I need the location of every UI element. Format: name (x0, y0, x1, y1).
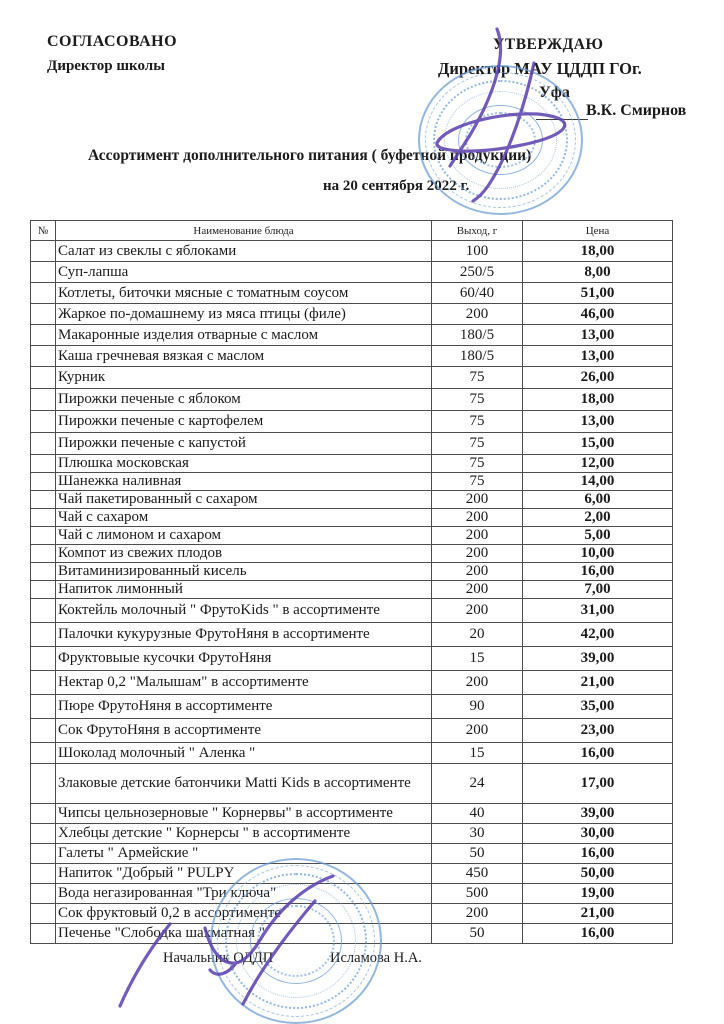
approved-organization: Директор МАУ ЦДДП ГОг. (438, 59, 642, 78)
document-date: на 20 сентября 2022 г. (323, 178, 470, 194)
table-row (31, 695, 673, 719)
cell-number (31, 346, 56, 367)
cell-number (31, 367, 56, 389)
cell-name: Шанежка наливная (56, 473, 432, 491)
cell-name: Печенье "Слободка шахматная " (56, 924, 432, 944)
footer-name: Исламова Н.А. (330, 950, 422, 966)
cell-name: Пирожки печеные с капустой (56, 433, 432, 455)
cell-output: 75 (432, 367, 523, 389)
cell-price: 10,00 (523, 545, 673, 563)
cell-name: Напиток лимонный (56, 581, 432, 599)
cell-number (31, 864, 56, 884)
cell-name: Вода негазированная "Три ключа" (56, 884, 432, 904)
cell-number (31, 545, 56, 563)
table-row (31, 433, 673, 455)
cell-output: 90 (432, 695, 523, 719)
cell-number (31, 743, 56, 764)
cell-price: 16,00 (523, 743, 673, 764)
table-row (31, 346, 673, 367)
table-row (31, 581, 673, 599)
table-row (31, 844, 673, 864)
cell-price: 13,00 (523, 325, 673, 346)
cell-price: 39,00 (523, 647, 673, 671)
cell-output: 100 (432, 241, 523, 262)
cell-number (31, 433, 56, 455)
cell-number (31, 844, 56, 864)
cell-price: 17,00 (523, 764, 673, 804)
cell-name: Нектар 0,2 "Малышам" в ассортименте (56, 671, 432, 695)
table-row (31, 764, 673, 804)
col-header-name: Наименование блюда (56, 221, 432, 241)
table-row (31, 563, 673, 581)
cell-price: 26,00 (523, 367, 673, 389)
cell-price: 5,00 (523, 527, 673, 545)
cell-number (31, 455, 56, 473)
table-row (31, 864, 673, 884)
cell-name: Фруктовыые кусочки ФрутоНяня (56, 647, 432, 671)
cell-output: 15 (432, 647, 523, 671)
table-row (31, 904, 673, 924)
cell-output: 75 (432, 455, 523, 473)
table-row (31, 804, 673, 824)
cell-number (31, 527, 56, 545)
cell-price: 31,00 (523, 599, 673, 623)
cell-price: 16,00 (523, 924, 673, 944)
cell-number (31, 695, 56, 719)
cell-number (31, 599, 56, 623)
table-row (31, 367, 673, 389)
cell-output: 200 (432, 304, 523, 325)
cell-name: Макаронные изделия отварные с маслом (56, 325, 432, 346)
col-header-number: № (31, 221, 56, 241)
table-row (31, 262, 673, 283)
cell-price: 13,00 (523, 411, 673, 433)
cell-number (31, 623, 56, 647)
cell-output: 75 (432, 389, 523, 411)
agreed-heading: СОГЛАСОВАНО (47, 33, 178, 50)
cell-price: 14,00 (523, 473, 673, 491)
table-row (31, 623, 673, 647)
cell-price: 6,00 (523, 491, 673, 509)
cell-name: Суп-лапша (56, 262, 432, 283)
cell-number (31, 924, 56, 944)
cell-output: 20 (432, 623, 523, 647)
cell-number (31, 804, 56, 824)
cell-name: Чай с лимоном и сахаром (56, 527, 432, 545)
cell-output: 50 (432, 844, 523, 864)
cell-price: 15,00 (523, 433, 673, 455)
cell-number (31, 764, 56, 804)
menu-table-header (31, 221, 673, 241)
cell-price: 46,00 (523, 304, 673, 325)
cell-price: 12,00 (523, 455, 673, 473)
cell-price: 39,00 (523, 804, 673, 824)
cell-price: 30,00 (523, 824, 673, 844)
col-header-price: Цена (523, 221, 673, 241)
cell-name: Пюре ФрутоНяня в ассортименте (56, 695, 432, 719)
cell-name: Пирожки печеные с яблоком (56, 389, 432, 411)
cell-name: Пирожки печеные с картофелем (56, 411, 432, 433)
cell-number (31, 491, 56, 509)
cell-name: Чипсы цельнозерновые " Корнервы" в ассортименте (56, 804, 432, 824)
cell-name: Галеты " Армейские " (56, 844, 432, 864)
agreed-role: Директор школы (47, 58, 165, 74)
cell-name: Палочки кукурузные ФрутоНяня в ассортименте (56, 623, 432, 647)
cell-output: 200 (432, 671, 523, 695)
cell-name: Чай с сахаром (56, 509, 432, 527)
cell-number (31, 473, 56, 491)
menu-table-body (31, 241, 673, 944)
cell-output: 200 (432, 904, 523, 924)
cell-number (31, 884, 56, 904)
cell-output: 200 (432, 545, 523, 563)
table-row (31, 743, 673, 764)
cell-name: Коктейль молочный " ФрутоKids " в ассортименте (56, 599, 432, 623)
cell-number (31, 325, 56, 346)
table-row (31, 283, 673, 304)
cell-output: 200 (432, 581, 523, 599)
cell-name: Напиток "Добрый " PULPY (56, 864, 432, 884)
table-row (31, 241, 673, 262)
table-row (31, 325, 673, 346)
approved-city: Уфа (539, 84, 570, 101)
cell-number (31, 671, 56, 695)
table-row (31, 509, 673, 527)
cell-name: Котлеты, биточки мясные с томатным соусом (56, 283, 432, 304)
cell-price: 50,00 (523, 864, 673, 884)
cell-output: 50 (432, 924, 523, 944)
cell-output: 75 (432, 411, 523, 433)
table-row (31, 824, 673, 844)
table-row (31, 671, 673, 695)
cell-price: 21,00 (523, 671, 673, 695)
table-row (31, 527, 673, 545)
cell-output: 250/5 (432, 262, 523, 283)
cell-name: Салат из свеклы с яблоками (56, 241, 432, 262)
approver-name: В.К. Смирнов (586, 102, 687, 119)
cell-output: 450 (432, 864, 523, 884)
cell-number (31, 581, 56, 599)
cell-price: 35,00 (523, 695, 673, 719)
cell-output: 500 (432, 884, 523, 904)
table-row (31, 599, 673, 623)
cell-number (31, 262, 56, 283)
cell-price: 18,00 (523, 389, 673, 411)
cell-price: 51,00 (523, 283, 673, 304)
cell-number (31, 509, 56, 527)
menu-table (30, 220, 673, 944)
cell-name: Жаркое по-домашнему из мяса птицы (филе) (56, 304, 432, 325)
cell-price: 13,00 (523, 346, 673, 367)
cell-name: Сок фруктовый 0,2 в ассортименте (56, 904, 432, 924)
cell-name: Курник (56, 367, 432, 389)
cell-output: 30 (432, 824, 523, 844)
cell-price: 42,00 (523, 623, 673, 647)
cell-name: Хлебцы детские " Корнерсы " в ассортименте (56, 824, 432, 844)
table-row (31, 455, 673, 473)
cell-output: 200 (432, 563, 523, 581)
cell-price: 23,00 (523, 719, 673, 743)
cell-name: Шоколад молочный " Аленка " (56, 743, 432, 764)
cell-number (31, 824, 56, 844)
cell-output: 24 (432, 764, 523, 804)
document-title: Ассортимент дополнительного питания ( буфетной продукции) (88, 147, 532, 164)
table-row (31, 491, 673, 509)
cell-name: Плюшка московская (56, 455, 432, 473)
cell-output: 200 (432, 527, 523, 545)
cell-output: 200 (432, 599, 523, 623)
cell-output: 200 (432, 509, 523, 527)
header-row (31, 221, 673, 241)
cell-name: Компот из свежих плодов (56, 545, 432, 563)
cell-number (31, 389, 56, 411)
cell-name: Чай пакетированный с сахаром (56, 491, 432, 509)
cell-number (31, 719, 56, 743)
cell-output: 75 (432, 473, 523, 491)
cell-price: 2,00 (523, 509, 673, 527)
footer-role: Начальник ОДДП (163, 950, 274, 966)
cell-price: 19,00 (523, 884, 673, 904)
cell-price: 8,00 (523, 262, 673, 283)
table-row (31, 304, 673, 325)
cell-number (31, 304, 56, 325)
cell-output: 60/40 (432, 283, 523, 304)
table-row (31, 924, 673, 944)
cell-output: 40 (432, 804, 523, 824)
table-row (31, 884, 673, 904)
cell-name: Сок ФрутоНяня в ассортименте (56, 719, 432, 743)
cell-output: 15 (432, 743, 523, 764)
table-row (31, 473, 673, 491)
cell-output: 180/5 (432, 325, 523, 346)
cell-output: 200 (432, 491, 523, 509)
cell-number (31, 647, 56, 671)
cell-name: Каша гречневая вязкая с маслом (56, 346, 432, 367)
table-row (31, 411, 673, 433)
cell-number (31, 283, 56, 304)
cell-number (31, 904, 56, 924)
cell-output: 180/5 (432, 346, 523, 367)
cell-number (31, 241, 56, 262)
cell-output: 75 (432, 433, 523, 455)
approved-heading: УТВЕРЖДАЮ (493, 36, 604, 53)
cell-price: 16,00 (523, 563, 673, 581)
col-header-output: Выход, г (432, 221, 523, 241)
cell-price: 7,00 (523, 581, 673, 599)
cell-number (31, 411, 56, 433)
cell-number (31, 563, 56, 581)
table-row (31, 545, 673, 563)
cell-price: 16,00 (523, 844, 673, 864)
table-row (31, 389, 673, 411)
signature-line (536, 119, 588, 120)
table-row (31, 647, 673, 671)
cell-price: 18,00 (523, 241, 673, 262)
table-row (31, 719, 673, 743)
cell-output: 200 (432, 719, 523, 743)
cell-name: Злаковые детские батончики Matti Kids в ассортименте (56, 764, 432, 804)
cell-price: 21,00 (523, 904, 673, 924)
cell-name: Витаминизированный кисель (56, 563, 432, 581)
